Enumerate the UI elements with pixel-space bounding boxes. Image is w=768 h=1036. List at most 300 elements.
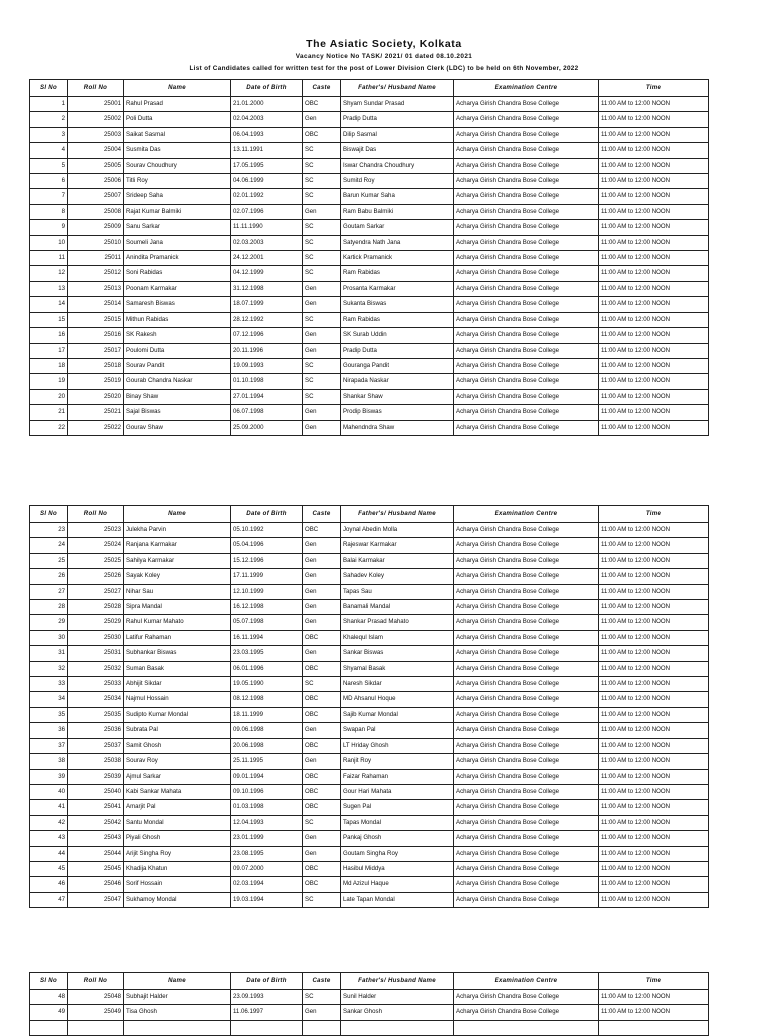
roll-no-cell: 25003	[68, 127, 124, 142]
time-cell: 11:00 AM to 12:00 NOON	[599, 600, 709, 615]
name-cell: Anindita Pramanick	[124, 251, 231, 266]
dob-cell: 09.10.1996	[231, 784, 303, 799]
caste-cell: OBC	[303, 707, 341, 722]
col-father-name-header: Father's/ Husband Name	[341, 506, 454, 523]
caste-cell: Gen	[303, 405, 341, 420]
roll-no-cell: 25017	[68, 343, 124, 358]
dob-cell: 01.10.1998	[231, 374, 303, 389]
sl-no-cell: 42	[30, 815, 68, 830]
table-row	[30, 646, 709, 661]
roll-no-cell: 25048	[68, 990, 124, 1005]
time-cell: 11:00 AM to 12:00 NOON	[599, 615, 709, 630]
dob-cell: 18.07.1999	[231, 297, 303, 312]
father-name-cell: Rajeswar Karmakar	[341, 538, 454, 553]
caste-cell: OBC	[303, 97, 341, 112]
time-cell: 11:00 AM to 12:00 NOON	[599, 707, 709, 722]
dob-cell: 25.09.2000	[231, 420, 303, 435]
dob-cell: 23.09.1993	[231, 990, 303, 1005]
name-cell: Poulomi Dutta	[124, 343, 231, 358]
roll-no-cell: 25030	[68, 630, 124, 645]
exam-centre-cell: Acharya Girish Chandra Bose College	[454, 754, 599, 769]
roll-no-cell: 25023	[68, 523, 124, 538]
dob-cell: 19.03.1994	[231, 892, 303, 907]
name-cell: Poli Dutta	[124, 112, 231, 127]
name-cell: Abhijit Sikdar	[124, 677, 231, 692]
exam-centre-cell: Acharya Girish Chandra Bose College	[454, 538, 599, 553]
exam-centre-cell: Acharya Girish Chandra Bose College	[454, 158, 599, 173]
caste-cell: OBC	[303, 784, 341, 799]
sl-no-cell: 39	[30, 769, 68, 784]
roll-no-cell: 25011	[68, 251, 124, 266]
exam-centre-cell: Acharya Girish Chandra Bose College	[454, 374, 599, 389]
col-name-header: Name	[124, 506, 231, 523]
time-cell: 11:00 AM to 12:00 NOON	[599, 754, 709, 769]
time-cell: 11:00 AM to 12:00 NOON	[599, 420, 709, 435]
sl-no-cell: 14	[30, 297, 68, 312]
time-cell: 11:00 AM to 12:00 NOON	[599, 723, 709, 738]
table-row	[30, 127, 709, 142]
exam-centre-cell: Acharya Girish Chandra Bose College	[454, 600, 599, 615]
time-cell: 11:00 AM to 12:00 NOON	[599, 892, 709, 907]
dob-cell: 06.07.1998	[231, 405, 303, 420]
sl-no-cell: 9	[30, 220, 68, 235]
dob-cell: 21.01.2000	[231, 97, 303, 112]
father-name-cell: Sukanta Biswas	[341, 297, 454, 312]
exam-centre-cell: Acharya Girish Chandra Bose College	[454, 189, 599, 204]
table-row	[30, 1020, 709, 1035]
dob-cell: 09.01.1994	[231, 769, 303, 784]
sl-no-cell: 23	[30, 523, 68, 538]
caste-cell: SC	[303, 312, 341, 327]
name-cell: Amarjit Pal	[124, 800, 231, 815]
table-row	[30, 831, 709, 846]
roll-no-cell: 25012	[68, 266, 124, 281]
caste-cell: OBC	[303, 127, 341, 142]
roll-no-cell: 25010	[68, 235, 124, 250]
time-cell: 11:00 AM to 12:00 NOON	[599, 281, 709, 296]
exam-centre-cell: Acharya Girish Chandra Bose College	[454, 831, 599, 846]
father-name-cell: Biswajit Das	[341, 143, 454, 158]
col-roll-no-header: Roll No	[68, 506, 124, 523]
father-name-cell: Prosanta Karmakar	[341, 281, 454, 296]
name-cell: Sorif Hossain	[124, 877, 231, 892]
col-exam-centre-header: Examination Centre	[454, 80, 599, 97]
table-header-row	[30, 80, 709, 97]
dob-cell: 02.03.2003	[231, 235, 303, 250]
exam-centre-cell: Acharya Girish Chandra Bose College	[454, 738, 599, 753]
sl-no-cell: 25	[30, 553, 68, 568]
sl-no-cell: 26	[30, 569, 68, 584]
name-cell: Samit Ghosh	[124, 738, 231, 753]
roll-no-cell: 25005	[68, 158, 124, 173]
father-name-cell	[341, 1020, 454, 1035]
time-cell: 11:00 AM to 12:00 NOON	[599, 1005, 709, 1020]
roll-no-cell: 25036	[68, 723, 124, 738]
page-title: The Asiatic Society, Kolkata	[306, 38, 462, 50]
time-cell: 11:00 AM to 12:00 NOON	[599, 877, 709, 892]
exam-centre-cell: Acharya Girish Chandra Bose College	[454, 769, 599, 784]
exam-centre-cell	[454, 1020, 599, 1035]
exam-centre-cell: Acharya Girish Chandra Bose College	[454, 800, 599, 815]
dob-cell: 20.06.1998	[231, 738, 303, 753]
table-row	[30, 877, 709, 892]
sl-no-cell: 13	[30, 281, 68, 296]
name-cell: Ajmul Sarkar	[124, 769, 231, 784]
col-roll-no-header: Roll No	[68, 973, 124, 990]
exam-centre-cell: Acharya Girish Chandra Bose College	[454, 569, 599, 584]
name-cell: Julekha Parvin	[124, 523, 231, 538]
table-row	[30, 600, 709, 615]
dob-cell: 12.04.1993	[231, 815, 303, 830]
dob-cell: 02.04.2003	[231, 112, 303, 127]
father-name-cell: Shyam Sundar Prasad	[341, 97, 454, 112]
caste-cell: SC	[303, 358, 341, 373]
table-row	[30, 389, 709, 404]
table-row	[30, 754, 709, 769]
sl-no-cell: 7	[30, 189, 68, 204]
caste-cell: SC	[303, 189, 341, 204]
name-cell: Sanu Sarkar	[124, 220, 231, 235]
name-cell: Saikat Sasmal	[124, 127, 231, 142]
table-row	[30, 251, 709, 266]
name-cell: Arijit Singha Roy	[124, 846, 231, 861]
roll-no-cell: 25043	[68, 831, 124, 846]
roll-no-cell: 25013	[68, 281, 124, 296]
caste-cell: SC	[303, 677, 341, 692]
col-sl-no-header: Sl No	[30, 973, 68, 990]
table-row	[30, 630, 709, 645]
caste-cell: Gen	[303, 420, 341, 435]
exam-centre-cell: Acharya Girish Chandra Bose College	[454, 343, 599, 358]
exam-centre-cell: Acharya Girish Chandra Bose College	[454, 281, 599, 296]
father-name-cell: Mahendndra Shaw	[341, 420, 454, 435]
roll-no-cell: 25038	[68, 754, 124, 769]
roll-no-cell: 25024	[68, 538, 124, 553]
time-cell: 11:00 AM to 12:00 NOON	[599, 861, 709, 876]
time-cell: 11:00 AM to 12:00 NOON	[599, 112, 709, 127]
father-name-cell: Tapas Sau	[341, 584, 454, 599]
caste-cell: Gen	[303, 343, 341, 358]
col-time-header: Time	[599, 80, 709, 97]
caste-cell: SC	[303, 892, 341, 907]
table-row	[30, 846, 709, 861]
exam-centre-cell: Acharya Girish Chandra Bose College	[454, 220, 599, 235]
father-name-cell: Joynal Abedin Molla	[341, 523, 454, 538]
father-name-cell: Md Azizul Haque	[341, 877, 454, 892]
exam-centre-cell: Acharya Girish Chandra Bose College	[454, 990, 599, 1005]
dob-cell: 24.12.2001	[231, 251, 303, 266]
father-name-cell: Hasibul Middya	[341, 861, 454, 876]
col-dob-header: Date of Birth	[231, 506, 303, 523]
caste-cell: Gen	[303, 723, 341, 738]
caste-cell: Gen	[303, 112, 341, 127]
exam-centre-cell: Acharya Girish Chandra Bose College	[454, 784, 599, 799]
sl-no-cell: 15	[30, 312, 68, 327]
exam-centre-cell: Acharya Girish Chandra Bose College	[454, 204, 599, 219]
sl-no-cell: 43	[30, 831, 68, 846]
exam-centre-cell: Acharya Girish Chandra Bose College	[454, 723, 599, 738]
name-cell: Susmita Das	[124, 143, 231, 158]
father-name-cell: Sankar Ghosh	[341, 1005, 454, 1020]
dob-cell: 13.11.1991	[231, 143, 303, 158]
caste-cell: Gen	[303, 538, 341, 553]
time-cell: 11:00 AM to 12:00 NOON	[599, 220, 709, 235]
name-cell: Nihar Sau	[124, 584, 231, 599]
caste-cell: Gen	[303, 281, 341, 296]
time-cell: 11:00 AM to 12:00 NOON	[599, 358, 709, 373]
time-cell: 11:00 AM to 12:00 NOON	[599, 405, 709, 420]
father-name-cell: Iswar Chandra Choudhury	[341, 158, 454, 173]
caste-cell: Gen	[303, 297, 341, 312]
sl-no-cell: 48	[30, 990, 68, 1005]
sl-no-cell: 41	[30, 800, 68, 815]
col-dob-header: Date of Birth	[231, 973, 303, 990]
sl-no-cell: 1	[30, 97, 68, 112]
time-cell: 11:00 AM to 12:00 NOON	[599, 677, 709, 692]
time-cell: 11:00 AM to 12:00 NOON	[599, 815, 709, 830]
caste-cell: Gen	[303, 204, 341, 219]
table-row	[30, 235, 709, 250]
time-cell: 11:00 AM to 12:00 NOON	[599, 553, 709, 568]
table-row	[30, 677, 709, 692]
col-time-header: Time	[599, 973, 709, 990]
dob-cell: 02.03.1994	[231, 877, 303, 892]
caste-cell: Gen	[303, 328, 341, 343]
father-name-cell: Sankar Biswas	[341, 646, 454, 661]
roll-no-cell	[68, 1020, 124, 1035]
father-name-cell: Ram Babu Balmiki	[341, 204, 454, 219]
name-cell: Poonam Karmakar	[124, 281, 231, 296]
roll-no-cell: 25034	[68, 692, 124, 707]
dob-cell: 23.08.1995	[231, 846, 303, 861]
table-row	[30, 374, 709, 389]
father-name-cell: Kartick Pramanick	[341, 251, 454, 266]
sl-no-cell: 12	[30, 266, 68, 281]
exam-centre-cell: Acharya Girish Chandra Bose College	[454, 677, 599, 692]
dob-cell: 17.11.1999	[231, 569, 303, 584]
exam-centre-cell: Acharya Girish Chandra Bose College	[454, 1005, 599, 1020]
exam-centre-cell: Acharya Girish Chandra Bose College	[454, 405, 599, 420]
time-cell: 11:00 AM to 12:00 NOON	[599, 127, 709, 142]
father-name-cell: Prodip Biswas	[341, 405, 454, 420]
table-row	[30, 784, 709, 799]
name-cell: Sudipto Kumar Mondal	[124, 707, 231, 722]
exam-centre-cell: Acharya Girish Chandra Bose College	[454, 143, 599, 158]
table-row	[30, 553, 709, 568]
table-row	[30, 143, 709, 158]
roll-no-cell: 25037	[68, 738, 124, 753]
roll-no-cell: 25002	[68, 112, 124, 127]
exam-centre-cell: Acharya Girish Chandra Bose College	[454, 892, 599, 907]
time-cell: 11:00 AM to 12:00 NOON	[599, 692, 709, 707]
dob-cell: 20.11.1996	[231, 343, 303, 358]
dob-cell: 02.01.1992	[231, 189, 303, 204]
caste-cell: SC	[303, 235, 341, 250]
col-father-name-header: Father's/ Husband Name	[341, 80, 454, 97]
sl-no-cell: 29	[30, 615, 68, 630]
exam-centre-cell: Acharya Girish Chandra Bose College	[454, 877, 599, 892]
caste-cell: Gen	[303, 846, 341, 861]
sl-no-cell: 49	[30, 1005, 68, 1020]
col-dob-header: Date of Birth	[231, 80, 303, 97]
table-row	[30, 297, 709, 312]
sl-no-cell: 45	[30, 861, 68, 876]
name-cell: Srideep Saha	[124, 189, 231, 204]
name-cell: Gourab Chandra Naskar	[124, 374, 231, 389]
table-row	[30, 523, 709, 538]
name-cell: Sahilya Karmakar	[124, 553, 231, 568]
exam-centre-cell: Acharya Girish Chandra Bose College	[454, 707, 599, 722]
time-cell: 11:00 AM to 12:00 NOON	[599, 846, 709, 861]
candidates-table-3	[29, 972, 709, 1036]
caste-cell: Gen	[303, 615, 341, 630]
name-cell: Suman Basak	[124, 661, 231, 676]
roll-no-cell: 25026	[68, 569, 124, 584]
table-row	[30, 420, 709, 435]
sl-no-cell: 20	[30, 389, 68, 404]
exam-centre-cell: Acharya Girish Chandra Bose College	[454, 297, 599, 312]
name-cell: Khadija Khatun	[124, 861, 231, 876]
sl-no-cell: 27	[30, 584, 68, 599]
time-cell: 11:00 AM to 12:00 NOON	[599, 523, 709, 538]
roll-no-cell: 25032	[68, 661, 124, 676]
dob-cell: 25.11.1995	[231, 754, 303, 769]
table-row	[30, 1005, 709, 1020]
name-cell: Gourav Shaw	[124, 420, 231, 435]
father-name-cell: Sugen Pal	[341, 800, 454, 815]
table-row	[30, 769, 709, 784]
father-name-cell: Ram Rabidas	[341, 312, 454, 327]
name-cell: Kabi Sankar Mahata	[124, 784, 231, 799]
dob-cell: 02.07.1996	[231, 204, 303, 219]
name-cell: Rajat Kumar Balmiki	[124, 204, 231, 219]
caste-cell: Gen	[303, 584, 341, 599]
dob-cell: 23.01.1999	[231, 831, 303, 846]
father-name-cell: Swapan Pal	[341, 723, 454, 738]
exam-centre-cell: Acharya Girish Chandra Bose College	[454, 328, 599, 343]
sl-no-cell: 34	[30, 692, 68, 707]
dob-cell: 28.12.1992	[231, 312, 303, 327]
time-cell: 11:00 AM to 12:00 NOON	[599, 158, 709, 173]
table-row	[30, 800, 709, 815]
sl-no-cell: 11	[30, 251, 68, 266]
dob-cell: 01.03.1998	[231, 800, 303, 815]
caste-cell: OBC	[303, 877, 341, 892]
dob-cell: 09.06.1998	[231, 723, 303, 738]
table-row	[30, 892, 709, 907]
roll-no-cell: 25016	[68, 328, 124, 343]
roll-no-cell: 25007	[68, 189, 124, 204]
roll-no-cell: 25022	[68, 420, 124, 435]
list-subtitle: List of Candidates called for written test for the post of Lower Division Clerk (LDC) to be held on 6th November, 2022	[189, 65, 579, 72]
caste-cell: OBC	[303, 661, 341, 676]
col-exam-centre-header: Examination Centre	[454, 973, 599, 990]
name-cell: Piyali Ghosh	[124, 831, 231, 846]
dob-cell: 19.09.1993	[231, 358, 303, 373]
roll-no-cell: 25008	[68, 204, 124, 219]
dob-cell: 23.03.1995	[231, 646, 303, 661]
table-row	[30, 266, 709, 281]
exam-centre-cell: Acharya Girish Chandra Bose College	[454, 127, 599, 142]
time-cell: 11:00 AM to 12:00 NOON	[599, 738, 709, 753]
caste-cell: OBC	[303, 800, 341, 815]
caste-cell: OBC	[303, 630, 341, 645]
exam-centre-cell: Acharya Girish Chandra Bose College	[454, 235, 599, 250]
roll-no-cell: 25041	[68, 800, 124, 815]
father-name-cell: Goutam Singha Roy	[341, 846, 454, 861]
roll-no-cell: 25006	[68, 174, 124, 189]
father-name-cell: Sahadev Koley	[341, 569, 454, 584]
name-cell: Titli Roy	[124, 174, 231, 189]
name-cell: Sajal Biswas	[124, 405, 231, 420]
sl-no-cell: 22	[30, 420, 68, 435]
caste-cell: SC	[303, 158, 341, 173]
caste-cell: Gen	[303, 646, 341, 661]
col-caste-header: Caste	[303, 80, 341, 97]
table-row	[30, 312, 709, 327]
name-cell: Subhankar Biswas	[124, 646, 231, 661]
time-cell: 11:00 AM to 12:00 NOON	[599, 266, 709, 281]
table-row	[30, 405, 709, 420]
exam-centre-cell: Acharya Girish Chandra Bose College	[454, 266, 599, 281]
father-name-cell: Sumitd Roy	[341, 174, 454, 189]
father-name-cell: SK Surab Uddin	[341, 328, 454, 343]
col-caste-header: Caste	[303, 973, 341, 990]
time-cell: 11:00 AM to 12:00 NOON	[599, 204, 709, 219]
caste-cell: OBC	[303, 769, 341, 784]
dob-cell: 16.11.1994	[231, 630, 303, 645]
caste-cell: SC	[303, 251, 341, 266]
sl-no-cell: 32	[30, 661, 68, 676]
father-name-cell: Tapas Mondal	[341, 815, 454, 830]
table-row	[30, 538, 709, 553]
sl-no-cell: 16	[30, 328, 68, 343]
roll-no-cell: 25025	[68, 553, 124, 568]
exam-centre-cell: Acharya Girish Chandra Bose College	[454, 584, 599, 599]
name-cell: Najmul Hossain	[124, 692, 231, 707]
sl-no-cell: 44	[30, 846, 68, 861]
roll-no-cell: 25014	[68, 297, 124, 312]
father-name-cell: Sajib Kumar Mondal	[341, 707, 454, 722]
sl-no-cell: 3	[30, 127, 68, 142]
col-time-header: Time	[599, 506, 709, 523]
caste-cell: SC	[303, 990, 341, 1005]
exam-centre-cell: Acharya Girish Chandra Bose College	[454, 861, 599, 876]
dob-cell: 16.12.1998	[231, 600, 303, 615]
dob-cell: 05.04.1996	[231, 538, 303, 553]
table-row	[30, 158, 709, 173]
caste-cell: SC	[303, 174, 341, 189]
caste-cell: OBC	[303, 523, 341, 538]
sl-no-cell: 37	[30, 738, 68, 753]
name-cell: Sourav Choudhury	[124, 158, 231, 173]
sl-no-cell: 28	[30, 600, 68, 615]
col-father-name-header: Father's/ Husband Name	[341, 973, 454, 990]
dob-cell: 04.06.1999	[231, 174, 303, 189]
sl-no-cell: 40	[30, 784, 68, 799]
name-cell: Soni Rabidas	[124, 266, 231, 281]
roll-no-cell: 25035	[68, 707, 124, 722]
time-cell: 11:00 AM to 12:00 NOON	[599, 784, 709, 799]
col-exam-centre-header: Examination Centre	[454, 506, 599, 523]
father-name-cell: Shankar Prasad Mahato	[341, 615, 454, 630]
sl-no-cell: 46	[30, 877, 68, 892]
caste-cell: SC	[303, 389, 341, 404]
father-name-cell: Barun Kumar Saha	[341, 189, 454, 204]
caste-cell: Gen	[303, 569, 341, 584]
time-cell: 11:00 AM to 12:00 NOON	[599, 661, 709, 676]
table-row	[30, 615, 709, 630]
